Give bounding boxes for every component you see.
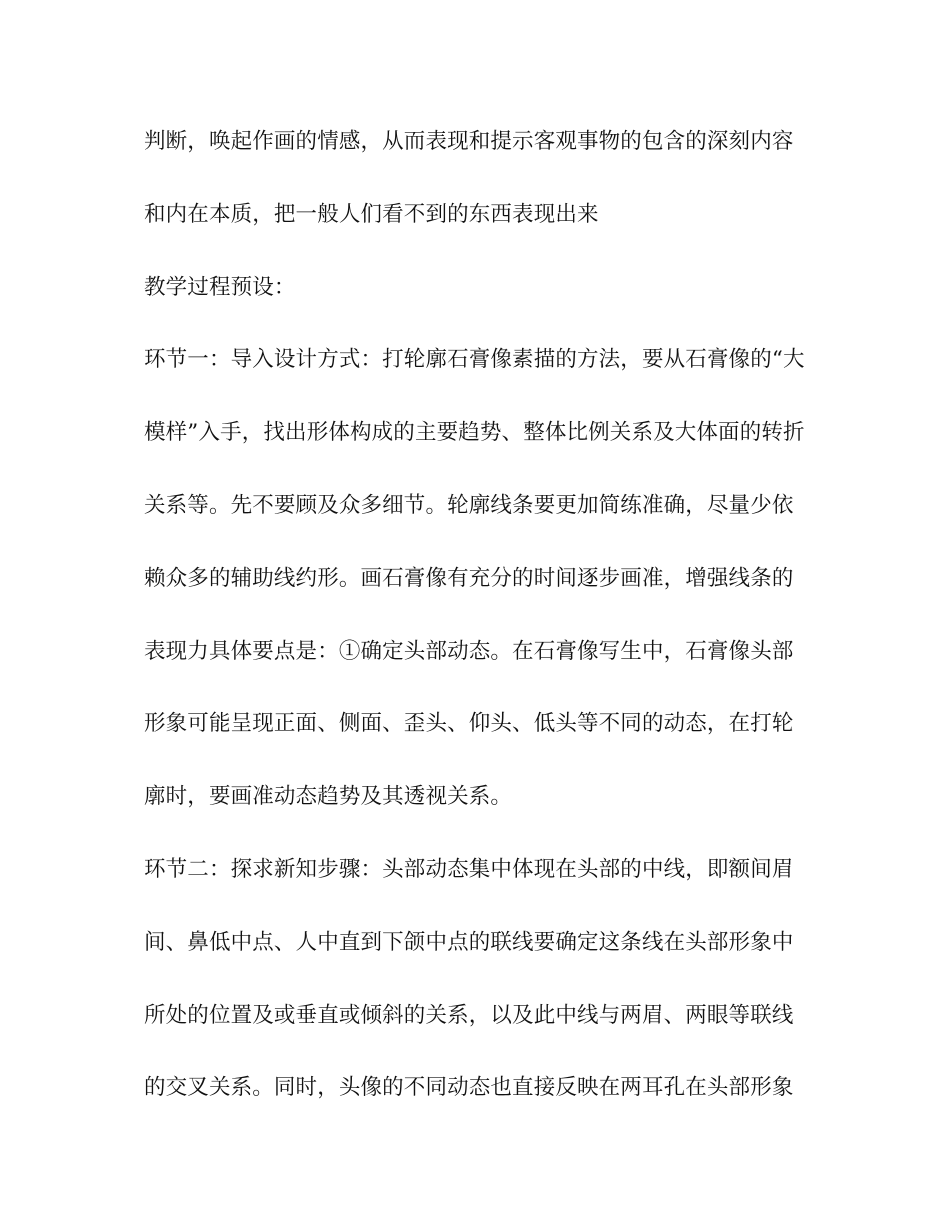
text-line: 关系等。先不要顾及众多细节。轮廓线条要更加简练准确，尽量少依	[144, 492, 794, 518]
text-line: 判断，唤起作画的情感，从而表现和提示客观事物的包含的深刻内容	[144, 129, 794, 154]
text-line: 表现力具体要点是：①确定头部动态。在石膏像写生中，石膏像头部	[144, 638, 794, 664]
text-line: 间、鼻低中点、人中直到下颌中点的联线要确定这条线在头部形象中	[144, 929, 794, 955]
text-line: 形象可能呈现正面、侧面、歪头、仰头、低头等不同的动态，在打轮	[144, 711, 794, 737]
text-line: 模样”入手，找出形体构成的主要趋势、整体比例关系及大体面的转折	[144, 420, 805, 446]
text-line: 廓时，要画准动态趋势及其透视关系。	[144, 784, 513, 810]
text-line: 赖众多的辅助线约形。画石膏像有充分的时间逐步画准，增强线条的	[144, 565, 794, 591]
text-line: 环节二：探求新知步骤：头部动态集中体现在头部的中线，即额间眉	[144, 856, 794, 882]
text-line: 所处的位置及或垂直或倾斜的关系，以及此中线与两眉、两眼等联线	[144, 1002, 794, 1028]
text-line: 环节一：导入设计方式：打轮廓石膏像素描的方法，要从石膏像的“大	[144, 347, 805, 373]
text-line: 和内在本质，把一般人们看不到的东西表现出来	[144, 201, 599, 227]
section-heading: 教学过程预设：	[144, 274, 296, 300]
body-text	[144, 123, 814, 1142]
text-line: 的交叉关系。同时，头像的不同动态也直接反映在两耳孔在头部形象	[144, 1075, 794, 1101]
